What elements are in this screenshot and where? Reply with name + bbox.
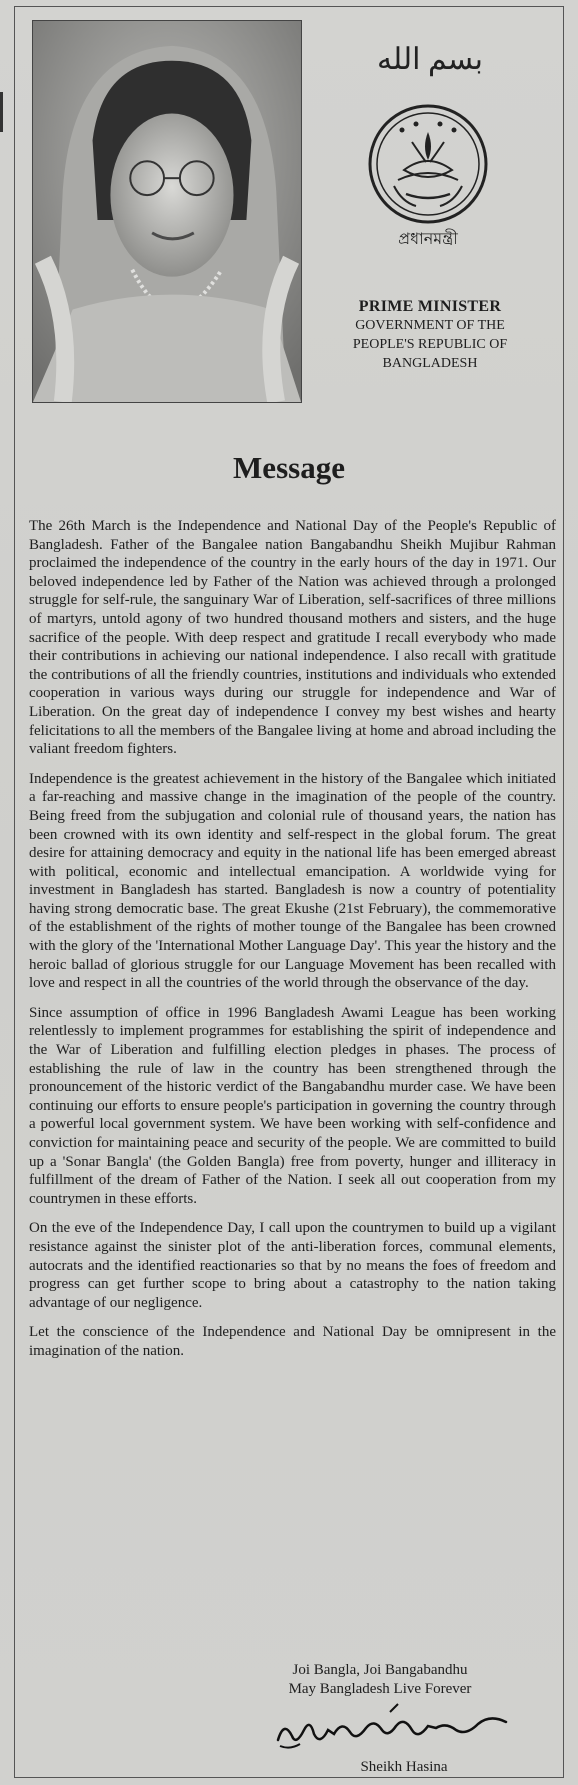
office-line-1: GOVERNMENT OF THE — [355, 318, 505, 333]
closing-line-2: May Bangladesh Live Forever — [288, 1681, 472, 1697]
government-seal — [362, 102, 494, 254]
paragraph: Since assumption of office in 1996 Bangladesh Awami League has been working relentlessly to implement programmes for establishing the spirit of independence and the War of Liberation and fulfilling election pledges in phases. The process of establishing the rule of law in the country has been strengthened through the pronouncement of the historic verdict of the Bangabandhu murder case. We have been continuing our efforts to ensure people's participation in governing the country through a powerful local government system. We have been working with self-confidence and conviction for maintaining peace and security of the people. We are committed to build up a 'Sonar Bangla' (the Golden Bangla) free from poverty, hunger and illiteracy in fulfillment of the dream of Father of the Nation. I seek all out cooperation from my countrymen in these efforts. — [29, 1004, 556, 1207]
closing-lines — [260, 1661, 500, 1699]
paragraph: The 26th March is the Independence and National Day of the People's Republic of Bangladesh. Father of the Bangalee nation Bangabandhu Sheikh Mujibur Rahman proclaimed the independence of the country in the early hours of the day in 1971. Our beloved independence led by Father of the Nation was achieved through a prolonged struggle for self-rule, the sanguinary War of Liberation, self-sacrifices of three millions of martyrs, untold agony of two hundred thousand mothers and sisters, and the huge sacrifice of the people. With deep respect and gratitude I recall everybody who made their contributions in achieving our national independence. I also recall with gratitude the contributions of all the friendly countries, institutions and individuals who extended cooperation in various ways during our struggle for independence and War of Liberation. On the great day of independence I convey my best wishes and hearty felicitations to all the members of the Bangalee living at home and abroad including the valiant freedom fighters. — [29, 518, 556, 758]
message-heading: Message — [233, 450, 345, 485]
seal-caption: প্রধানমন্ত্রী — [398, 229, 458, 248]
handwritten-signature — [270, 1700, 520, 1755]
office-line-3: BANGLADESH — [382, 356, 478, 371]
portrait-photo — [32, 20, 302, 403]
closing-line-1: Joi Bangla, Joi Bangabandhu — [292, 1662, 468, 1678]
paragraph: On the eve of the Independence Day, I call upon the countrymen to build up a vigilant resistance against the sinister plot of the anti-liberation forces, communal elements, autocrats and the identified reactionaries so that by no means the foes of freedom and progress can get further scope to bring about a catastrophy to the nation taking advantage of our negligence. — [29, 1220, 556, 1311]
margin-mark — [0, 92, 3, 132]
message-body — [29, 517, 556, 1372]
paragraph: Independence is the greatest achievement in the history of the Bangalee which initiated a far-reaching and massive change in the imagination of the people of the country. Being freed from the subjugation and colonial rule of thousand years, the nation has been crowned with its own identity and self-respect in the global forum. The great desire for attaining democracy and equity in the national life has been emerged abreast with political, economic and intellectual emancipation. A worldwide vying for investment in Bangladesh has started. Bangladesh is now a country of potentiality having strong democratic base. The great Ekushe (21st February), the commemorative of the establishment of the rights of mother tounge of the Bangalee has been crowned with the glory of the 'International Mother Language Day'. This year the history and the heroic ballad of glorious struggle for our Language Movement has been recalled with love and respect in all the countries of the world through the observance of the day. — [29, 770, 556, 992]
office-line-2: PEOPLE'S REPUBLIC OF — [352, 337, 508, 352]
signer-name: Sheikh Hasina — [360, 1759, 448, 1775]
paragraph: Let the conscience of the Independence and National Day be omnipresent in the imagination of the nation. — [29, 1324, 556, 1359]
bismillah-calligraphy: بسم الله — [376, 43, 484, 76]
office-title: PRIME MINISTER — [358, 298, 502, 315]
office-block — [322, 297, 538, 373]
